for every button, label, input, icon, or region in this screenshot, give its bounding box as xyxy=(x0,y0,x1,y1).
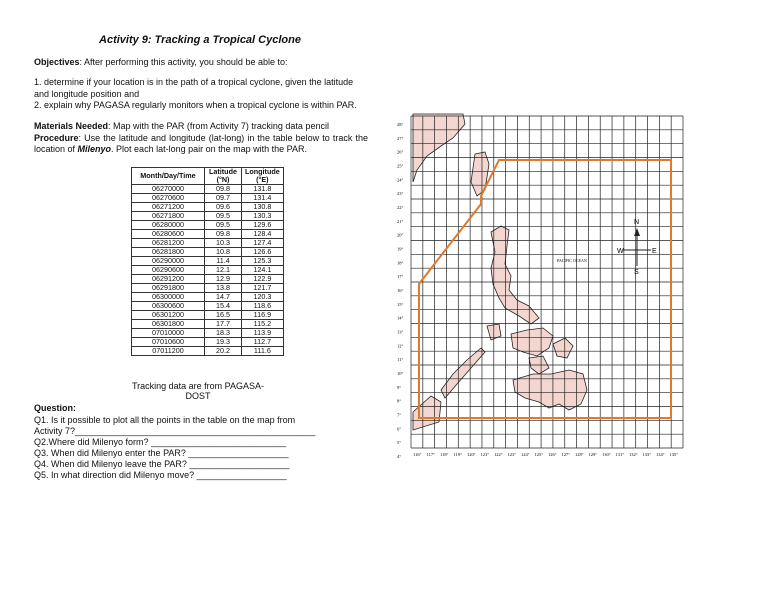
latitude-label: 8° xyxy=(397,398,402,404)
latitude-label: 27° xyxy=(397,135,404,141)
longitude-cell: 130.3 xyxy=(242,212,284,221)
longitude-cell: 118.6 xyxy=(242,302,284,311)
longitude-label: 127° xyxy=(561,452,571,457)
longitude-label: 126° xyxy=(548,452,557,457)
longitude-label: 116° xyxy=(413,452,422,457)
time-cell: 06281200 xyxy=(132,239,205,248)
longitude-label: 118° xyxy=(440,452,449,457)
longitude-label: 133° xyxy=(642,452,652,457)
time-cell: 06271800 xyxy=(132,212,205,221)
latitude-label: 16° xyxy=(397,288,404,293)
north-arrow-icon xyxy=(634,228,640,236)
col-header-longitude: Longitude (°E) xyxy=(242,168,284,185)
time-cell: 06291200 xyxy=(132,275,205,284)
time-cell: 06300000 xyxy=(132,293,205,302)
latitude-cell: 19.3 xyxy=(205,338,242,347)
longitude-label: 128° xyxy=(575,452,584,457)
latitude-label: 6° xyxy=(397,426,402,432)
questions-label: Question: xyxy=(34,403,77,413)
time-cell: 06271200 xyxy=(132,203,205,212)
objectives-list xyxy=(34,77,368,112)
latitude-cell: 17.7 xyxy=(205,320,242,329)
longitude-labels xyxy=(413,452,678,457)
latitude-label: 19° xyxy=(397,246,404,252)
latitude-cell: 09.5 xyxy=(205,212,242,221)
procedure-text-end: . Plot each lat-long pair on the map with the PAR. xyxy=(111,144,307,154)
col-header-time: Month/Day/Time xyxy=(132,168,205,185)
table-caption: Tracking data are from PAGASA-DOST xyxy=(131,381,265,401)
time-cell: 06281800 xyxy=(132,248,205,257)
longitude-label: 122° xyxy=(494,452,503,457)
compass-n: N xyxy=(634,219,640,226)
latitude-label: 9° xyxy=(397,384,402,390)
tracking-table-body xyxy=(132,185,284,356)
longitude-cell: 116.9 xyxy=(242,311,284,320)
questions-list xyxy=(34,415,324,481)
objectives-intro-text: : After performing this activity, you should be able to: xyxy=(79,57,288,67)
objectives-intro xyxy=(34,57,368,69)
latitude-cell: 11.4 xyxy=(205,257,242,266)
ocean-label: PACIFIC OCEAN xyxy=(557,258,587,263)
col-header-latitude: Latitude (°N) xyxy=(205,168,242,185)
latitude-cell: 10.3 xyxy=(205,239,242,248)
latitude-label: 17° xyxy=(397,274,404,280)
par-map xyxy=(393,112,685,460)
longitude-label: 119° xyxy=(453,452,462,457)
latitude-label: 11° xyxy=(397,357,404,363)
latitude-label: 22° xyxy=(397,205,404,210)
longitude-label: 129° xyxy=(588,452,598,457)
time-cell: 06301200 xyxy=(132,311,205,320)
materials-label: Materials Needed xyxy=(34,121,109,131)
materials-text: : Map with the PAR (from Activity 7) tracking data pencil xyxy=(108,121,329,131)
objective-item: 1. determine if your location is in the path of a tropical cyclone, given the latitude and longitude position and xyxy=(34,77,354,99)
latitude-labels xyxy=(397,122,404,459)
latitude-cell: 20.2 xyxy=(205,347,242,356)
longitude-cell: 128.4 xyxy=(242,230,284,239)
latitude-cell: 18.3 xyxy=(205,329,242,338)
longitude-cell: 125.3 xyxy=(242,257,284,266)
latitude-label: 15° xyxy=(397,301,404,307)
longitude-cell: 111.6 xyxy=(242,347,284,356)
longitude-cell: 131.4 xyxy=(242,194,284,203)
table-header-row xyxy=(132,168,284,185)
latitude-label: 25° xyxy=(397,163,404,169)
latitude-cell: 12.9 xyxy=(205,275,242,284)
longitude-cell: 121.7 xyxy=(242,284,284,293)
latitude-label: 14° xyxy=(397,315,404,321)
time-cell: 06280600 xyxy=(132,230,205,239)
objective-item: 2. explain why PAGASA regularly monitors when a tropical cyclone is within PAR. xyxy=(34,100,357,110)
time-cell: 07010600 xyxy=(132,338,205,347)
tracking-table xyxy=(131,167,284,356)
latitude-cell: 15.4 xyxy=(205,302,242,311)
longitude-label: 117° xyxy=(426,452,435,457)
philippines-landmass xyxy=(413,114,587,430)
latitude-label: 5° xyxy=(397,440,402,446)
longitude-cell: 120.3 xyxy=(242,293,284,302)
longitude-label: 123° xyxy=(507,452,517,457)
time-cell: 06280000 xyxy=(132,221,205,230)
latitude-label: 28° xyxy=(397,122,404,127)
longitude-cell: 130.8 xyxy=(242,203,284,212)
procedure-text: : Use the latitude and longitude (lat-long) in the table below to track the location of xyxy=(34,132,368,154)
question-item: Q3. When did Milenyo enter the PAR? ____________________ xyxy=(34,448,289,458)
table-row xyxy=(132,347,284,356)
time-cell: 06291800 xyxy=(132,284,205,293)
latitude-label: 20° xyxy=(397,232,404,238)
latitude-label: 21° xyxy=(397,218,404,224)
latitude-cell: 09.6 xyxy=(205,203,242,212)
page-title: Activity 9: Tracking a Tropical Cyclone xyxy=(99,34,301,46)
latitude-cell: 14.7 xyxy=(205,293,242,302)
longitude-cell: 131.8 xyxy=(242,185,284,194)
cyclone-name: Milenyo xyxy=(77,144,112,154)
latitude-cell: 16.5 xyxy=(205,311,242,320)
latitude-label: 7° xyxy=(397,412,402,418)
longitude-label: 120° xyxy=(467,452,476,457)
latitude-cell: 12.1 xyxy=(205,266,242,275)
latitude-cell: 09.5 xyxy=(205,221,242,230)
longitude-cell: 124.1 xyxy=(242,266,284,275)
question-item: Q5. In what direction did Milenyo move? __________________ xyxy=(34,470,287,480)
latitude-label: 4° xyxy=(397,454,402,459)
longitude-label: 125° xyxy=(534,452,544,457)
compass-rose xyxy=(617,219,657,276)
longitude-label: 121° xyxy=(480,452,490,457)
latitude-cell: 09.8 xyxy=(205,185,242,194)
latitude-label: 24° xyxy=(397,177,404,183)
latitude-cell: 13.8 xyxy=(205,284,242,293)
latitude-cell: 10.8 xyxy=(205,248,242,257)
latitude-label: 26° xyxy=(397,149,404,155)
time-cell: 06290600 xyxy=(132,266,205,275)
procedure-label: Procedure xyxy=(34,132,79,143)
compass-w: W xyxy=(617,248,624,255)
time-cell: 06270600 xyxy=(132,194,205,203)
latitude-label: 23° xyxy=(397,191,404,197)
longitude-cell: 127.4 xyxy=(242,239,284,248)
objectives-label: Objectives xyxy=(34,57,80,67)
longitude-cell: 113.9 xyxy=(242,329,284,338)
latitude-label: 18° xyxy=(397,260,404,266)
question-item: Q1. Is it possible to plot all the points in the table on the map from Activity 7?________________________________________________ xyxy=(34,415,316,436)
latitude-cell: 09.7 xyxy=(205,194,242,203)
longitude-cell: 122.9 xyxy=(242,275,284,284)
time-cell: 07011200 xyxy=(132,347,205,356)
longitude-label: 134° xyxy=(656,452,665,457)
time-cell: 06301800 xyxy=(132,320,205,329)
longitude-cell: 126.6 xyxy=(242,248,284,257)
materials-procedure xyxy=(34,121,368,156)
longitude-label: 124° xyxy=(521,452,530,457)
longitude-cell: 129.6 xyxy=(242,221,284,230)
compass-e: E xyxy=(652,248,657,255)
latitude-cell: 09.8 xyxy=(205,230,242,239)
time-cell: 07010000 xyxy=(132,329,205,338)
time-cell: 06270000 xyxy=(132,185,205,194)
question-item: Q2.Where did Milenyo form? ___________________________ xyxy=(34,437,287,447)
question-item: Q4. When did Milenyo leave the PAR? ____________________ xyxy=(34,459,290,469)
longitude-cell: 115.2 xyxy=(242,320,284,329)
longitude-label: 135° xyxy=(669,452,679,457)
latitude-label: 13° xyxy=(397,329,404,335)
time-cell: 06300600 xyxy=(132,302,205,311)
longitude-label: 130° xyxy=(602,452,611,457)
time-cell: 06290000 xyxy=(132,257,205,266)
latitude-label: 10° xyxy=(397,371,404,376)
compass-s: S xyxy=(634,269,639,276)
longitude-label: 131° xyxy=(615,452,625,457)
longitude-label: 132° xyxy=(629,452,638,457)
longitude-cell: 112.7 xyxy=(242,338,284,347)
latitude-label: 12° xyxy=(397,343,404,349)
